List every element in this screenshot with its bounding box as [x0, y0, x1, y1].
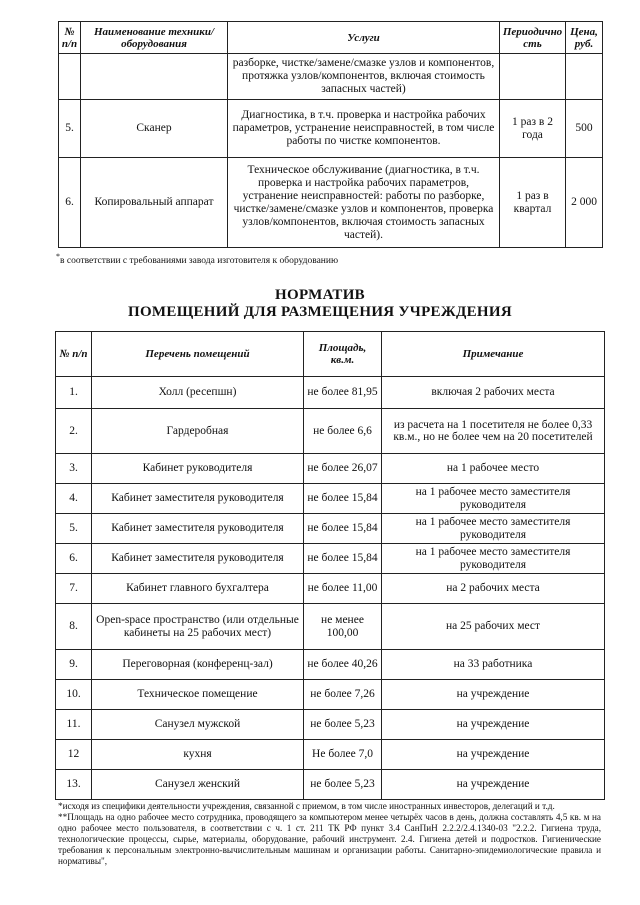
row-period [500, 54, 566, 100]
table-row [56, 454, 605, 484]
rooms-table [55, 331, 605, 800]
row-name: Санузел мужской [92, 710, 304, 740]
row-num: 12 [56, 740, 92, 770]
section-title-line1: НОРМАТИВ [275, 287, 365, 303]
row-price: 500 [566, 100, 603, 158]
section-title-line2: ПОМЕЩЕНИЙ ДЛЯ РАЗМЕЩЕНИЯ УЧРЕЖДЕНИЯ [128, 304, 512, 320]
row-name: Кабинет заместителя руководителя [92, 544, 304, 574]
row-name: Переговорная (конференц-зал) [92, 650, 304, 680]
row-note: на 1 рабочее место [382, 454, 605, 484]
row-num: 5. [56, 514, 92, 544]
rooms-footnotes [58, 801, 601, 867]
row-period: 1 раз в 2 года [500, 100, 566, 158]
row-area: не более 15,84 [304, 484, 382, 514]
row-area: Не более 7,0 [304, 740, 382, 770]
row-num: 4. [56, 484, 92, 514]
row-area: не более 11,00 [304, 574, 382, 604]
row-note: на 1 рабочее место заместителя руководителя [382, 484, 605, 514]
row-note: на 25 рабочих мест [382, 604, 605, 650]
table-row [56, 604, 605, 650]
table-row [59, 100, 603, 158]
table-row [56, 710, 605, 740]
row-name: Копировальный аппарат [81, 158, 228, 248]
services-header-name: Наименование техники/оборудования [81, 22, 228, 54]
table-row [56, 377, 605, 409]
row-num: 13. [56, 770, 92, 800]
row-name: Гардеробная [92, 409, 304, 454]
row-num: 11. [56, 710, 92, 740]
table-row [56, 740, 605, 770]
row-num: 7. [56, 574, 92, 604]
row-name: Сканер [81, 100, 228, 158]
rooms-header-note: Примечание [382, 332, 605, 377]
table-row [59, 54, 603, 100]
row-area: не более 7,26 [304, 680, 382, 710]
row-name: Open-space пространство (или отдельные кабинеты на 25 рабочих мест) [92, 604, 304, 650]
table-row [56, 409, 605, 454]
services-footnote [56, 251, 338, 267]
row-area: не более 6,6 [304, 409, 382, 454]
row-note: на 1 рабочее место заместителя руководителя [382, 544, 605, 574]
services-header-num: № п/п [59, 22, 81, 54]
row-num: 2. [56, 409, 92, 454]
row-name: Санузел женский [92, 770, 304, 800]
footnote-text: в соответствии с требованиями завода изготовителя к оборудованию [60, 256, 339, 267]
table-row [56, 574, 605, 604]
row-price: 2 000 [566, 158, 603, 248]
row-note: на учреждение [382, 740, 605, 770]
row-name: Кабинет главного бухгалтера [92, 574, 304, 604]
row-note: из расчета на 1 посетителя не более 0,33 кв.м., но не более чем на 20 посетителей [382, 409, 605, 454]
services-header-services: Услуги [228, 22, 500, 54]
row-area: не менее 100,00 [304, 604, 382, 650]
row-num: 10. [56, 680, 92, 710]
rooms-header-area: Площадь, кв.м. [304, 332, 382, 377]
row-name: кухня [92, 740, 304, 770]
table-row [56, 544, 605, 574]
row-area: не более 15,84 [304, 514, 382, 544]
row-note: включая 2 рабочих места [382, 377, 605, 409]
row-area: не более 40,26 [304, 650, 382, 680]
row-num: 6. [56, 544, 92, 574]
row-name: Кабинет заместителя руководителя [92, 484, 304, 514]
footnote-1: *исходя из специфики деятельности учреждения, связанной с приемом, в том числе иностранных инвесторов, делегаций и т.д. [58, 801, 555, 811]
services-header-row [59, 22, 603, 54]
row-num: 3. [56, 454, 92, 484]
row-period: 1 раз в квартал [500, 158, 566, 248]
row-area: не более 15,84 [304, 544, 382, 574]
row-area: не более 5,23 [304, 710, 382, 740]
row-name [81, 54, 228, 100]
row-note: на 1 рабочее место заместителя руководителя [382, 514, 605, 544]
table-row [56, 514, 605, 544]
services-table [58, 21, 603, 248]
row-note: на учреждение [382, 680, 605, 710]
row-name: Кабинет заместителя руководителя [92, 514, 304, 544]
row-num: 6. [59, 158, 81, 248]
row-num: 8. [56, 604, 92, 650]
row-note: на учреждение [382, 770, 605, 800]
row-area: не более 26,07 [304, 454, 382, 484]
row-services: разборке, чистке/замене/смазке узлов и компонентов, протяжка узлов/компонентов, включая стоимость запасных частей) [228, 54, 500, 100]
row-name: Техническое помещение [92, 680, 304, 710]
row-num: 1. [56, 377, 92, 409]
row-services: Диагностика, в т.ч. проверка и настройка рабочих параметров, устранение неисправностей, в том числе работы по чистке компонентов. [228, 100, 500, 158]
table-row [56, 680, 605, 710]
rooms-header-name: Перечень помещений [92, 332, 304, 377]
footnote-mark: * [56, 252, 60, 261]
row-note: на 33 работника [382, 650, 605, 680]
services-header-price: Цена, руб. [566, 22, 603, 54]
row-num [59, 54, 81, 100]
row-services: Техническое обслуживание (диагностика, в т.ч. проверка и настройка рабочих параметров, устранение неисправностей: работы по разборке, чистке/замене/смазке узлов и компонентов, проверка узлов/компонентов, включая стоимость запасных частей). [228, 158, 500, 248]
table-row [56, 650, 605, 680]
row-name: Кабинет руководителя [92, 454, 304, 484]
services-header-period: Периодичность [500, 22, 566, 54]
rooms-header-row [56, 332, 605, 377]
table-row [56, 770, 605, 800]
row-name: Холл (ресепшн) [92, 377, 304, 409]
row-note: на 2 рабочих места [382, 574, 605, 604]
row-area: не более 81,95 [304, 377, 382, 409]
row-num: 9. [56, 650, 92, 680]
row-num: 5. [59, 100, 81, 158]
footnote-2: **Площадь на одно рабочее место сотрудника, проводящего за компьютером менее четырёх часов в день, должна составлять 4,5 кв. м на одно рабочее место пользователя, в соответствии с ч. 1 ст. 211 ТК РФ пункт 3.4 СанПиН 2.2.2/2.4.1340-03 "2.2.2. Гигиена труда, технологические процессы, сырье, материалы, оборудование, рабочий инструмент. 2.4. Гигиена детей и подростков. Гигиенические требования к персональным электронно-вычислительным машинам и организации работы. Санитарно-эпидемиологические правила и нормативы", [58, 812, 601, 866]
rooms-header-num: № п/п [56, 332, 92, 377]
row-price [566, 54, 603, 100]
table-row [56, 484, 605, 514]
row-note: на учреждение [382, 710, 605, 740]
row-area: не более 5,23 [304, 770, 382, 800]
table-row [59, 158, 603, 248]
